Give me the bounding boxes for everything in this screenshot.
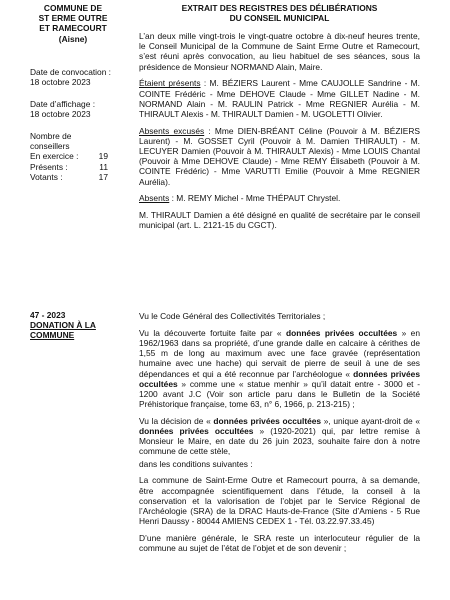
redacted-text: données privées occultées <box>139 368 420 389</box>
count-label: En exercice : <box>30 151 79 162</box>
commune-line-4: (Aisne) <box>58 33 88 44</box>
conseillers-block <box>30 131 116 182</box>
absents-label: Absents <box>139 193 170 204</box>
affichage-label: Date d’affichage : <box>30 99 96 109</box>
presents-paragraph <box>139 78 420 119</box>
deliberation-body <box>139 311 420 560</box>
text-run: Vu la décision de « <box>139 415 214 426</box>
decouverte-paragraph <box>139 328 420 410</box>
count-value: 17 <box>98 171 108 182</box>
convocation-date: 18 octobre 2023 <box>30 77 91 88</box>
text-run: », unique ayant-droit de « <box>321 415 420 426</box>
presents-label: Étaient présents <box>139 78 201 89</box>
convocation-block <box>30 67 116 87</box>
vu-code-paragraph: Vu le Code Général des Collectivités Territoriales ; <box>139 311 326 321</box>
deliberation-header-text <box>139 31 420 237</box>
conditions-line: dans les conditions suivantes : <box>139 458 253 469</box>
deliberation-reference <box>30 310 116 341</box>
commune-line-1: COMMUNE DE <box>43 3 103 13</box>
excuses-list: : Mme DIEN-BRÉANT Céline (Pouvoir à M. BÉZIERS Laurent) - M. GOSSET Cyril (Pouvoir à M. Damien THIRAULT) - M. LECUYER Damien (Pouvoir à M. THIRAULT Alexis) - Mme LOUIS Chantal (Pouvoir à Mme DEHOVE Claude) - Mme REMY Élisabeth (Pouvoir à M. COINTE Frédéric) - Mme VARUTTI Emilie (Pouvoir à Mme REGNIER Aurélia). <box>139 125 420 187</box>
convocation-label: Date de convocation : <box>30 67 112 77</box>
nombre-line-2: conseillers <box>30 141 70 152</box>
absents-list: : M. REMY Michel - Mme THÉPAUT Chrystel. <box>169 193 341 204</box>
text-run: » comme une « statue menhir » qu’il datait entre - 3000 et - 1200 avant J.C (Voir son article paru dans le Bulletin de la Société Préhistorique française, tome 63, n° 6, 1966, p. 213-215) ; <box>139 378 420 410</box>
title-line-2: DU CONSEIL MUNICIPAL <box>229 13 330 24</box>
ref-title-line-2: COMMUNE <box>30 330 75 341</box>
absents-paragraph <box>139 193 420 203</box>
excuses-label: Absents excusés <box>139 125 205 136</box>
secretaire-paragraph: M. THIRAULT Damien a été désigné en qualité de secrétaire par le conseil municipal (art. L. 2121-15 du CGCT). <box>139 210 420 231</box>
decision-paragraph <box>139 416 420 457</box>
title-line-1: EXTRAIT DES REGISTRES DES DÉLIBÉRATIONS <box>181 3 378 13</box>
ref-title-line-1: DONATION À LA <box>30 320 96 331</box>
text-run: » en 1962/1963 dans sa propriété, d’une grande dalle en calcaire à cérithes de 1,55 m de long au maximum avec une face gravée (représentation humaine avec une hache) qui servait de pierre de seuil à une de ses dépendances et qui a été reconnue par l’archéologue « <box>139 327 420 379</box>
document-title <box>139 3 420 23</box>
intro-paragraph: L’an deux mille vingt-trois le vingt-quatre octobre à dix-neuf heures trente, le Conseil Municipal de la Commune de Saint Erme Outre et Ramecourt, s’est réuni après convocation, au lieu habituel de ses séances, sous la présidence de Monsieur NORMAND Alain, Maire. <box>139 31 420 72</box>
count-label: Votants : <box>30 171 63 182</box>
count-row <box>30 172 108 182</box>
redacted-text: données privées occultées <box>285 327 398 338</box>
text-run: » (1920-2021) qui, par lettre remise à Monsieur le Maire, en date du 26 juin 2023, souhaite faire don à notre commune de cette stèle, <box>139 426 421 457</box>
commune-line-3: ET RAMECOURT <box>39 23 107 34</box>
count-row <box>30 162 108 172</box>
redacted-text: données privées occultées <box>139 426 254 437</box>
ref-number: 47 - 2023 <box>30 310 66 320</box>
nombre-line-1: Nombre de <box>30 131 72 141</box>
commune-conditions-paragraph: La commune de Saint-Erme Outre et Ramecourt pourra, à sa demande, être accompagnée scientifiquement dans l’étude, la conseil à la conservation et la valorisation de l’objet par le Service Régional de l’Archéologie (SRA) de la DRAC Hauts-de-France (Site d’Amiens - 5 Rue Henri Daussy - 80044 AMIENS CEDEX 1 - Tél. 03.22.97.33.45) <box>139 475 420 527</box>
sra-paragraph: D’une manière générale, le SRA reste un interlocuteur régulier de la commune au sujet de l’état de l’objet et de son devenir ; <box>139 532 420 554</box>
commune-line-2: ST ERME OUTRE <box>38 13 108 24</box>
count-value: 11 <box>99 161 108 172</box>
excuses-paragraph <box>139 126 420 187</box>
count-label: Présents : <box>30 161 68 172</box>
count-value: 19 <box>98 151 108 162</box>
commune-header <box>30 3 116 44</box>
affichage-date: 18 octobre 2023 <box>30 109 91 120</box>
redacted-text: données privées occultées <box>213 415 322 426</box>
text-run: Vu la découverte fortuite faite par « <box>139 327 286 338</box>
affichage-block <box>30 99 116 119</box>
presents-list: : M. BÉZIERS Laurent - Mme CAUJOLLE Sandrine - M. COINTE Frédéric - Mme DEHOVE Claude - Mme GILLET Nadine - M. NORMAND Alain - M. RAULIN Patrick - Mme REGNIER Aurélia - M. THIRAULT Alexis - M. THIRAULT Damien - M. UGOLETTI Olivier. <box>139 78 420 119</box>
count-row <box>30 151 108 161</box>
